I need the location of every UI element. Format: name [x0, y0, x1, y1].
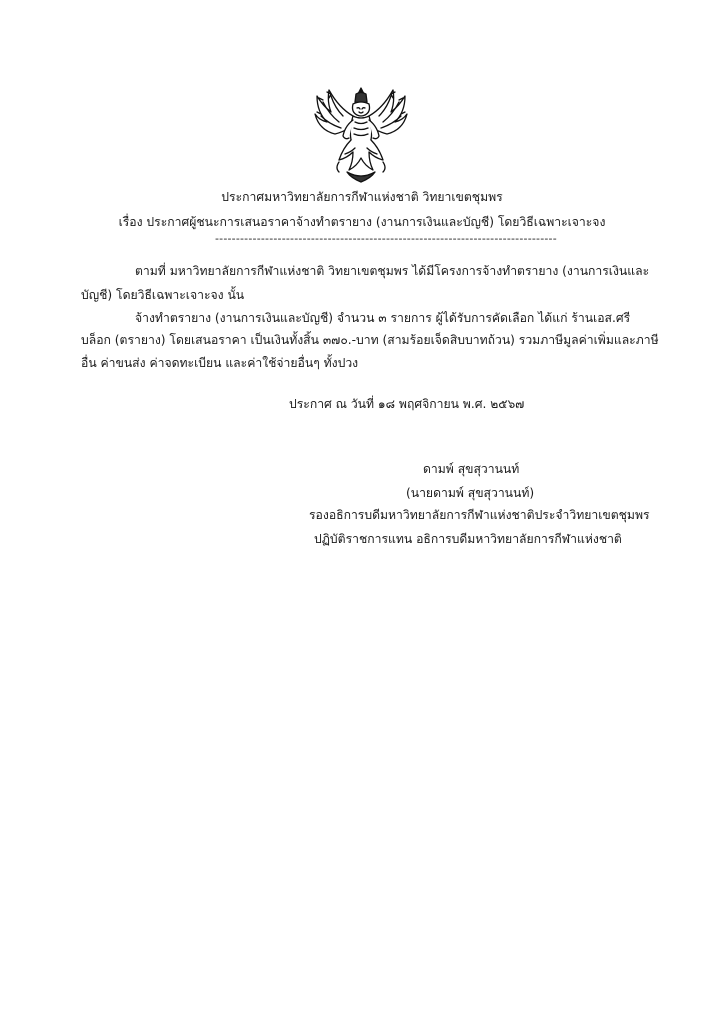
signatory-position-line-1: รองอธิการบดีมหาวิทยาลัยการกีฬาแห่งชาติประจำวิทยาเขตชุมพร [309, 508, 650, 522]
separator-line: ---------------------------------------------------------------------------------- [215, 232, 557, 245]
paragraph-1-line-2: บัญชี) โดยวิธีเฉพาะเจาะจง นั้น [81, 288, 245, 302]
announcement-subject: เรื่อง ประกาศผู้ชนะการเสนอราคาจ้างทำตรายาง (งานการเงินและบัญชี) โดยวิธีเฉพาะเจาะจง [118, 215, 606, 229]
announcement-title: ประกาศมหาวิทยาลัยการกีฬาแห่งชาติ วิทยาเขตชุมพร [221, 190, 503, 204]
paragraph-1-line-1: ตามที่ มหาวิทยาลัยการกีฬาแห่งชาติ วิทยาเขตชุมพร ได้มีโครงการจ้างทำตรายาง (งานการเงินและ [135, 264, 650, 278]
announcement-date: ประกาศ ณ วันที่ ๑๘ พฤศจิกายน พ.ศ. ๒๕๖๗ [289, 397, 525, 411]
garuda-emblem-icon [309, 82, 413, 186]
signatory-position-line-2: ปฏิบัติราชการแทน อธิการบดีมหาวิทยาลัยการกีฬาแห่งชาติ [314, 532, 622, 546]
paragraph-2-line-2: บล็อก (ตรายาง) โดยเสนอราคา เป็นเงินทั้งสิ้น ๓๗๐.-บาท (สามร้อยเจ็ดสิบบาทถ้วน) รวมภาษีมูลค่าเพิ่มและภาษี [81, 333, 659, 347]
signature-name: ดามพ์ สุขสุวานนท์ [423, 462, 520, 476]
paragraph-2-line-3: อื่น ค่าขนส่ง ค่าจดทะเบียน และค่าใช้จ่ายอื่นๆ ทั้งปวง [81, 356, 359, 370]
paragraph-2-line-1: จ้างทำตรายาง (งานการเงินและบัญชี) จำนวน ๓ รายการ ผู้ได้รับการคัดเลือก ได้แก่ ร้านเอส.ศรี [135, 311, 631, 325]
signatory-full-name: (นายดามพ์ สุขสุวานนท์) [406, 486, 535, 500]
